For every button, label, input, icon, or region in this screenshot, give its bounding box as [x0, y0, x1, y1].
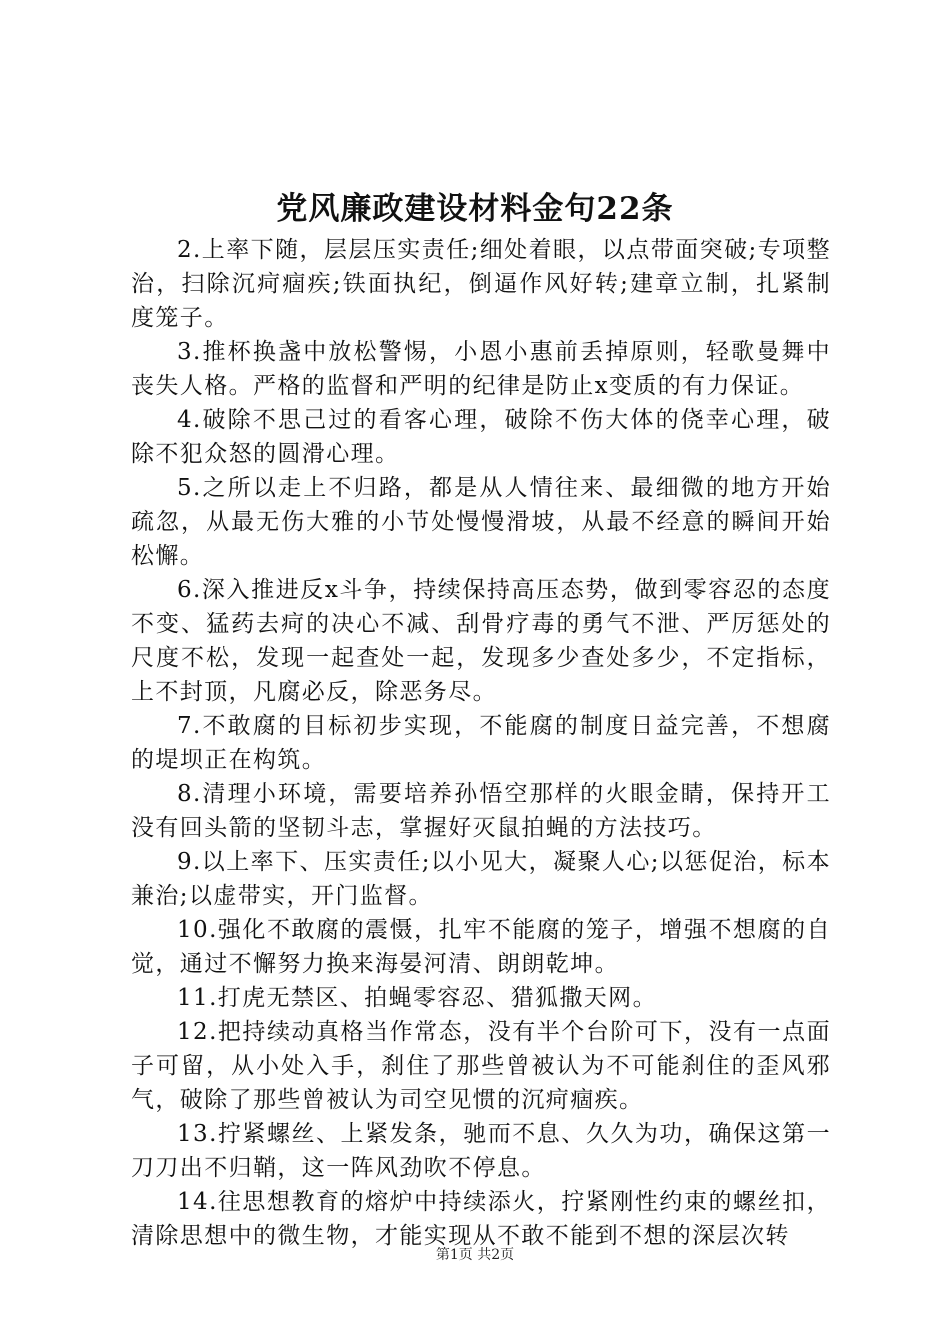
- paragraph-item-8: 8.清理小环境，需要培养孙悟空那样的火眼金睛，保持开工没有回头箭的坚韧斗志，掌握好灭鼠拍蝇的方法技巧。: [131, 781, 831, 841]
- paragraph-item-5: 5.之所以走上不归路，都是从人情往来、最细微的地方开始疏忽，从最无伤大雅的小节处慢慢滑坡，从最不经意的瞬间开始松懈。: [131, 475, 831, 569]
- document-title: 党风廉政建设材料金句22条: [276, 191, 674, 227]
- paragraph-item-3: 3.推杯换盏中放松警惕，小恩小惠前丢掉原则，轻歌曼舞中丧失人格。严格的监督和严明的纪律是防止x变质的有力保证。: [131, 339, 831, 399]
- paragraph-item-4: 4.破除不思己过的看客心理，破除不伤大体的侥幸心理，破除不犯众怒的圆滑心理。: [131, 407, 831, 467]
- paragraph-item-12: 12.把持续动真格当作常态，没有半个台阶可下，没有一点面子可留，从小处入手，刹住了那些曾被认为不可能刹住的歪风邪气，破除了那些曾被认为司空见惯的沉疴痼疾。: [131, 1019, 831, 1113]
- document-body: [131, 233, 831, 1253]
- paragraph-item-13: 13.拧紧螺丝、上紧发条，驰而不息、久久为功，确保这第一刀刀出不归鞘，这一阵风劲吹不停息。: [131, 1121, 831, 1181]
- paragraph-item-2: 2.上率下随，层层压实责任;细处着眼，以点带面突破;专项整治，扫除沉疴痼疾;铁面执纪，倒逼作风好转;建章立制，扎紧制度笼子。: [131, 237, 831, 331]
- paragraph-item-6: 6.深入推进反x斗争，持续保持高压态势，做到零容忍的态度不变、猛药去疴的决心不减、刮骨疗毒的勇气不泄、严厉惩处的尺度不松，发现一起查处一起，发现多少查处多少，不定指标，上不封顶，凡腐必反，除恶务尽。: [131, 577, 831, 705]
- paragraph-item-7: 7.不敢腐的目标初步实现，不能腐的制度日益完善，不想腐的堤坝正在构筑。: [131, 713, 831, 773]
- page-number-footer: 第1页 共2页: [435, 1247, 515, 1263]
- paragraph-item-9: 9.以上率下、压实责任;以小见大，凝聚人心;以惩促治，标本兼治;以虚带实，开门监督。: [131, 849, 831, 909]
- paragraph-item-11: 11.打虎无禁区、拍蝇零容忍、猎狐撒天网。: [177, 985, 657, 1011]
- paragraph-item-10: 10.强化不敢腐的震慑，扎牢不能腐的笼子，增强不想腐的自觉，通过不懈努力换来海晏河清、朗朗乾坤。: [131, 917, 831, 977]
- paragraph-item-14: 14.往思想教育的熔炉中持续添火，拧紧刚性约束的螺丝扣，清除思想中的微生物，才能实现从不敢不能到不想的深层次转: [131, 1189, 831, 1249]
